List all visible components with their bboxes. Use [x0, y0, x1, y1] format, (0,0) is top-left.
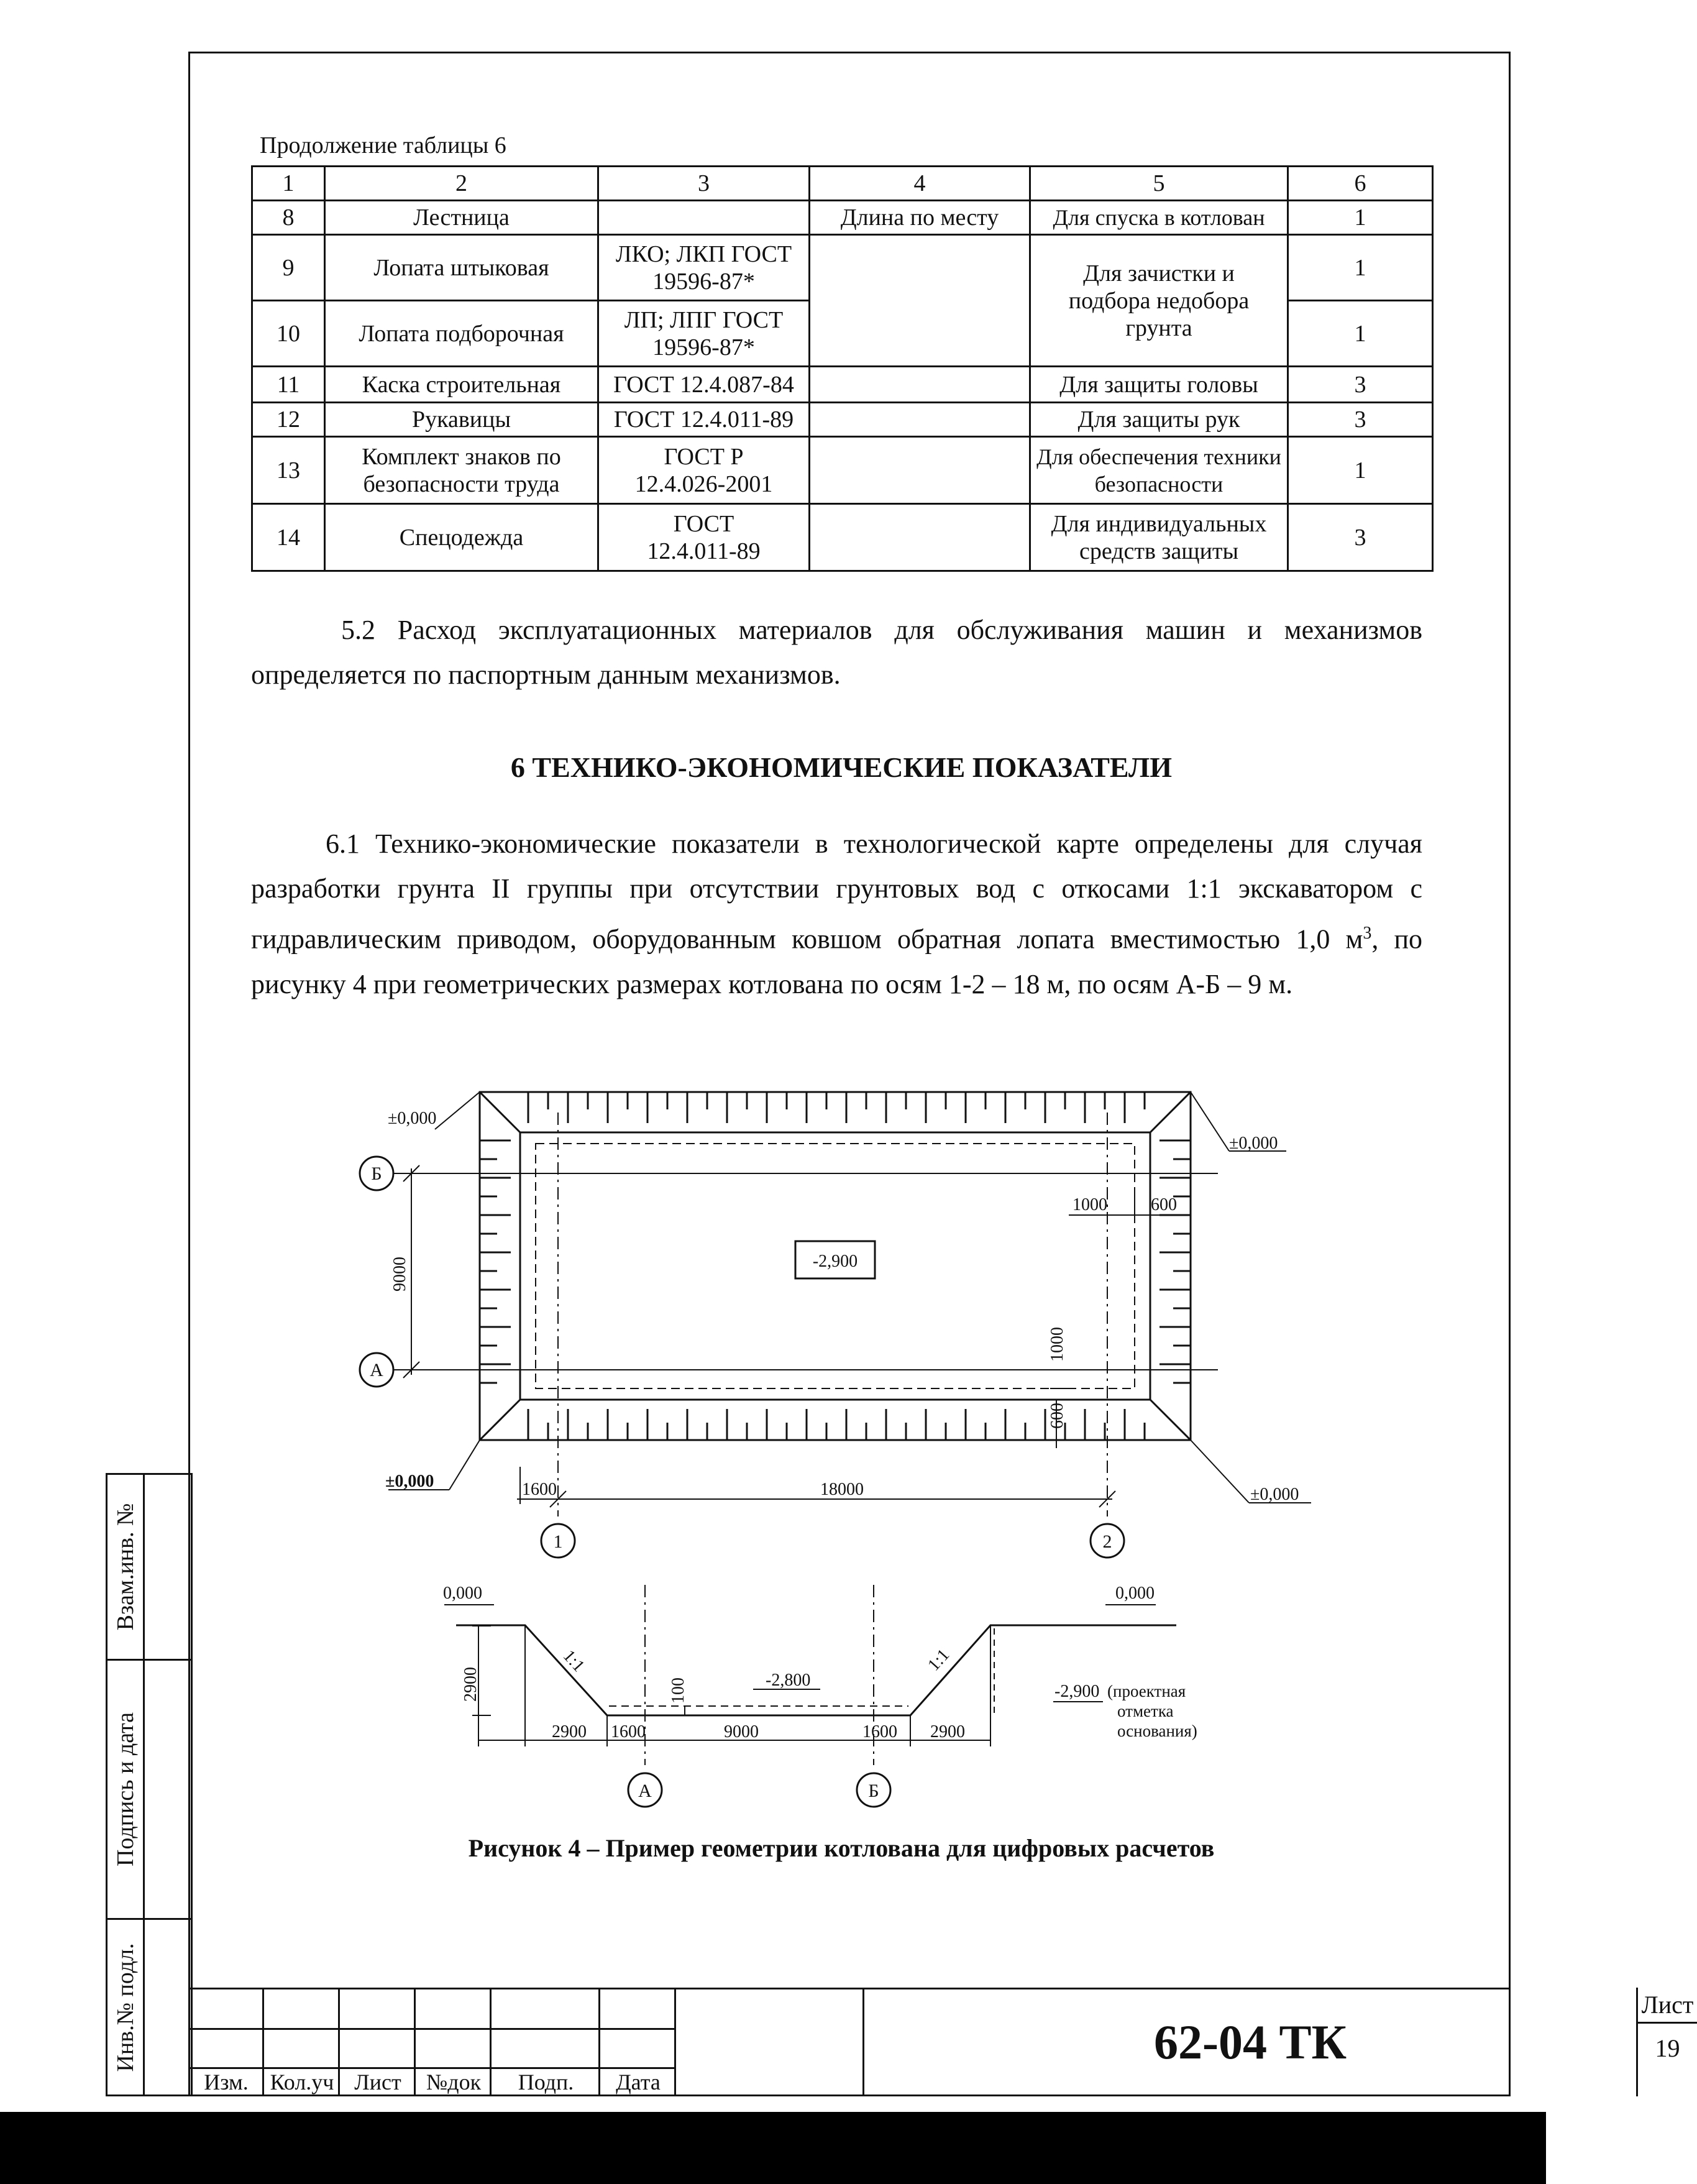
axis-b-label: Б — [371, 1163, 382, 1184]
stamp-header: Изм. — [204, 2070, 249, 2095]
row-qty: 1 — [1288, 235, 1433, 301]
row-qty: 3 — [1288, 367, 1433, 403]
title-block — [188, 1988, 1694, 2098]
row-name: Рукавицы — [325, 403, 598, 437]
corner-mark-bl: ±0,000 — [385, 1472, 434, 1491]
header-cell: 3 — [598, 167, 810, 201]
row-purpose: Для обеспечения техники безопасности — [1030, 437, 1288, 504]
row-purpose: Для индивидуальных средств защиты — [1030, 504, 1288, 571]
row-standard: ЛКО; ЛКП ГОСТ 19596-87* — [598, 235, 810, 301]
row-purpose: Для защиты рук — [1030, 403, 1288, 437]
axis-2-label: 2 — [1102, 1531, 1112, 1552]
section-heading: 6 ТЕХНИКО-ЭКОНОМИЧЕСКИЕ ПОКАЗАТЕЛИ — [510, 751, 1173, 783]
table-caption: Продолжение таблицы 6 — [260, 132, 506, 158]
row-number: 9 — [252, 235, 325, 301]
row-name: Лестница — [325, 201, 598, 235]
corner-mark-tl: ±0,000 — [388, 1109, 437, 1128]
side-cell-original — [106, 1918, 193, 2096]
dim-1600-left: 1600 — [611, 1722, 646, 1741]
side-label: Подпись и дата — [112, 1712, 139, 1867]
row-standard: ГОСТ 12.4.011-89 — [598, 504, 810, 571]
row-number: 13 — [252, 437, 325, 504]
sheet-box — [1636, 1988, 1697, 2096]
row-number: 8 — [252, 201, 325, 235]
sheet-label: Лист — [1638, 1988, 1697, 2024]
note-line-3: основания) — [1117, 1722, 1197, 1740]
row-number: 10 — [252, 301, 325, 367]
row-qty: 1 — [1288, 301, 1433, 367]
section-axis-b: Б — [868, 1781, 879, 1801]
bottom-mark: -2,900 — [812, 1252, 858, 1271]
dim-1000-h: 1000 — [1073, 1195, 1107, 1214]
superscript: 3 — [1363, 924, 1372, 943]
dim-18000: 18000 — [820, 1480, 864, 1499]
row-number: 12 — [252, 403, 325, 437]
row-qty: 3 — [1288, 504, 1433, 571]
mark-2900: -2,900 — [1054, 1682, 1100, 1701]
dim-9000: 9000 — [724, 1722, 759, 1741]
side-label: Инв.№ подл. — [112, 1942, 139, 2072]
row-standard: ГОСТ 12.4.087-84 — [598, 367, 810, 403]
row-size: Длина по месту — [810, 201, 1030, 235]
row-purpose: Для зачистки и подбора недобора грунта — [1030, 235, 1288, 367]
dim-1600-right: 1600 — [862, 1722, 897, 1741]
note-line-1: (проектная — [1107, 1682, 1186, 1700]
scan-border — [0, 2112, 1546, 2184]
row-qty: 3 — [1288, 403, 1433, 437]
row-standard: ГОСТ 12.4.011-89 — [598, 403, 810, 437]
dim-600-h: 600 — [1151, 1195, 1177, 1214]
slope-left: 1:1 — [559, 1646, 588, 1676]
dim-9000: 9000 — [390, 1257, 409, 1292]
row-name: Спецодежда — [325, 504, 598, 571]
row-purpose: Для спуска в котлован — [1030, 201, 1288, 235]
document-code: 62-04 ТК — [862, 1988, 1636, 2096]
axis-a-label: А — [370, 1360, 383, 1380]
row-name: Комплект знаков по безопасности труда — [325, 437, 598, 504]
row-name: Лопата штыковая — [325, 235, 598, 301]
section-dim-100: 100 — [669, 1677, 688, 1704]
stamp-header: Лист — [354, 2070, 401, 2095]
dim-1000-v: 1000 — [1048, 1327, 1067, 1362]
paragraph-text: , по рисунку 4 при геометрических размерах котлована по осям 1-2 – 18 м, по осям А-Б – 9 м. — [251, 924, 1422, 999]
row-number: 14 — [252, 504, 325, 571]
section-axis-a: А — [638, 1781, 652, 1801]
side-cell-signature — [106, 1659, 193, 1920]
dim-1600: 1600 — [522, 1480, 557, 1499]
figure-caption: Рисунок 4 – Пример геометрии котлована для цифровых расчетов — [468, 1834, 1215, 1862]
side-stamp — [106, 1473, 193, 2096]
side-cell-replacement — [106, 1473, 193, 1661]
paragraph-5-2: 5.2 Расход эксплуатационных материалов для обслуживания машин и механизмов определяется по паспортным данным механизмов. — [251, 615, 1422, 690]
header-cell: 2 — [325, 167, 598, 201]
sheet-number: 19 — [1655, 2034, 1680, 2062]
dim-2900-right: 2900 — [930, 1722, 965, 1741]
slope-right: 1:1 — [924, 1645, 954, 1675]
axis-1-label: 1 — [553, 1531, 563, 1552]
header-cell: 4 — [810, 167, 1030, 201]
mark-2800: -2,800 — [766, 1671, 811, 1690]
section-top-left-mark: 0,000 — [443, 1584, 482, 1603]
stamp-header: Подп. — [518, 2070, 574, 2095]
row-number: 11 — [252, 367, 325, 403]
section-depth: 2900 — [461, 1667, 480, 1702]
section-top-right-mark: 0,000 — [1115, 1584, 1155, 1603]
dim-600-v: 600 — [1048, 1403, 1067, 1429]
row-qty: 1 — [1288, 437, 1433, 504]
stamp-header: Кол.уч — [270, 2070, 334, 2095]
corner-mark-br: ±0,000 — [1250, 1485, 1299, 1504]
corner-mark-tr: ±0,000 — [1229, 1134, 1278, 1153]
note-line-2: отметка — [1117, 1702, 1174, 1720]
header-cell: 6 — [1288, 167, 1433, 201]
header-cell: 5 — [1030, 167, 1288, 201]
dim-2900-left: 2900 — [552, 1722, 587, 1741]
stamp-header: №док — [426, 2070, 482, 2095]
header-cell: 1 — [252, 167, 325, 201]
row-standard: ГОСТ Р 12.4.026-2001 — [598, 437, 810, 504]
side-label: Взам.инв. № — [112, 1503, 139, 1631]
row-name: Лопата подборочная — [325, 301, 598, 367]
row-standard: ЛП; ЛПГ ГОСТ 19596-87* — [598, 301, 810, 367]
row-name: Каска строительная — [325, 367, 598, 403]
row-qty: 1 — [1288, 201, 1433, 235]
revision-grid — [188, 1988, 862, 2096]
paragraph-text: 6.1 Технико-экономические показатели в технологической карте определены для случая разработки грунта II группы при отсутствии грунтовых вод с откосами 1:1 экскаватором с гидравлическим приводом, оборудованным ковшом обратная лопата вместимостью 1,0 м — [251, 828, 1422, 955]
row-purpose: Для защиты головы — [1030, 367, 1288, 403]
stamp-header: Дата — [616, 2070, 661, 2095]
